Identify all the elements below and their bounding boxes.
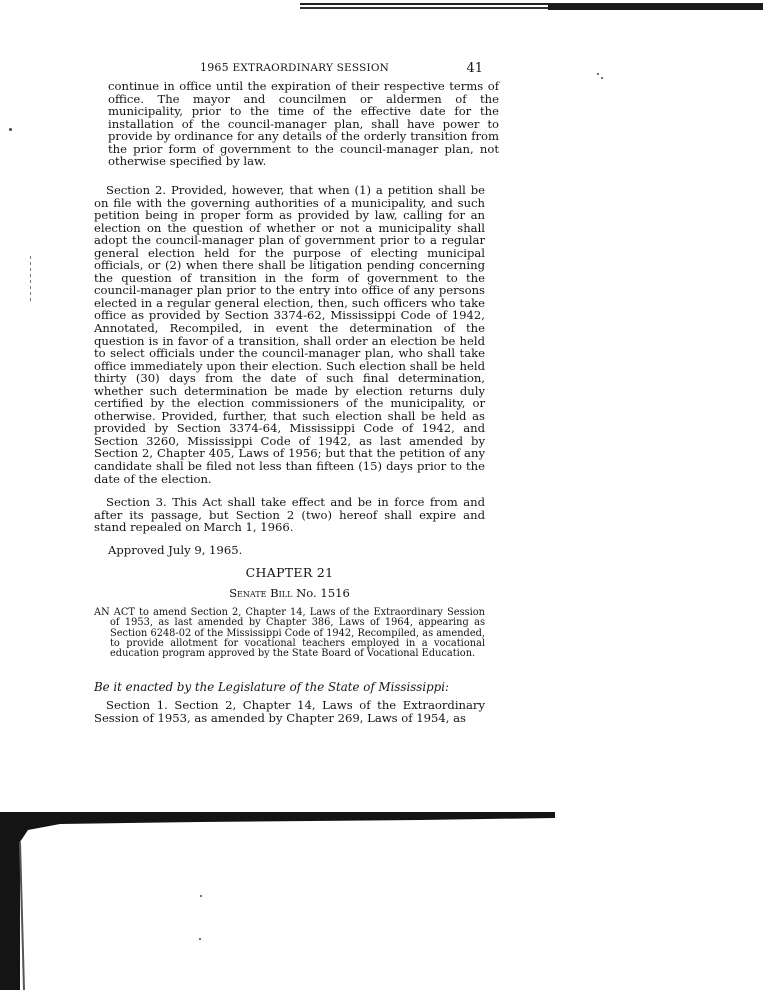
act-title: AN ACT to amend Section 2, Chapter 14, Laws of the Extraordinary Session of 1953, as last amended by Chapter 386, Laws of 1964, appearing as Section 6248-02 of the Mississippi Code of 1942, Recompiled, as amended, to provide allotment for vocational teachers employed in a vocational education program approved by the State Board of Vocational Education. [94, 607, 485, 660]
scan-speck [597, 73, 599, 75]
paragraph-text: Section 1. Section 2, Chapter 14, Laws of the Extraordinary Session of 1953, as amended by Chapter 269, Laws of 1954, as [94, 698, 485, 725]
paragraph-text: Section 2. Provided, however, that when (1) a petition shall be on file with the governing authorities of a municipality, and such petition being in proper form as provided by law, calling for an election on the question of whether or not a municipality shall adopt the council-manager plan of government prior to a regular general election held for the purpose of electing municipal officials, or (2) when there shall be litigation pending concerning the question of transition in the form of government to the council-manager plan prior to the entry into office of any persons elected in a regular general election, then, such officers who take office as provided by Section 3374-62, Mississippi Code of 1942, Annotated, Recompiled, in event the determination of the question is in favor of a transition, shall order an election be held to select officials under the council-manager plan, who shall take office immediately upon their election. Such election shall be held thirty (30) days from the date of such final determination, whether such determination be made by election returns duly certified by the election commissioners of the municipality, or otherwise. Provided, further, that such election shall be held as provided by Section 3374-64, Mississippi Code of 1942, and Section 3260, Mississippi Code of 1942, as last amended by Section 2, Chapter 405, Laws of 1956; but that the petition of any candidate shall be filed not less than fifteen (15) days prior to the date of the election. [94, 183, 485, 486]
scan-edge-shadow [0, 812, 555, 990]
section-1-paragraph [94, 699, 485, 724]
enacting-clause: Be it enacted by the Legislature of the State of Mississippi: [94, 680, 449, 694]
bill-heading [94, 586, 485, 600]
header-year: 1965 [200, 61, 229, 74]
header-session-title: EXTRAORDINARY SESSION [232, 62, 390, 74]
bill-prefix: Senate Bill [229, 586, 293, 600]
bill-number: No. 1516 [296, 586, 350, 600]
paragraph-text: Section 3. This Act shall take effect and be in force from and after its passage, but Section 2 (two) hereof shall expire and stand repealed on March 1, 1966. [94, 495, 485, 535]
section-3-paragraph [94, 496, 485, 534]
running-header [108, 61, 483, 77]
paragraph-text: continue in office until the expiration of their respective terms of office. The mayor and councilmen or aldermen of the municipality, prior to the time of the effective date for the installation of the council-manager plan, shall have power to provide by ordinance for any details of the orderly transition from the prior form of government to the council-manager plan, not otherwise specified by law. [108, 79, 499, 169]
scan-speck [9, 128, 12, 131]
running-title [200, 61, 389, 74]
approval-line: Approved July 9, 1965. [108, 543, 243, 557]
scan-margin-mark [30, 256, 31, 302]
scan-top-rule-thick [548, 4, 763, 10]
page-number: 41 [466, 61, 483, 76]
chapter-heading: CHAPTER 21 [245, 565, 334, 580]
section-2-paragraph [94, 184, 485, 485]
continuation-paragraph [94, 80, 499, 168]
scan-speck [601, 77, 603, 79]
